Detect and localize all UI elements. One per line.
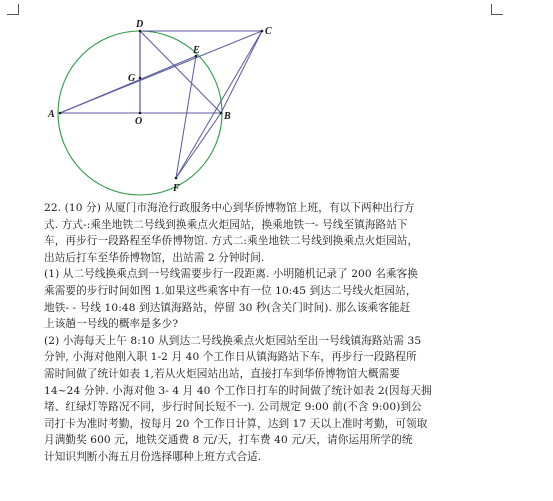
- label-f: F: [173, 183, 180, 194]
- label-b: B: [224, 111, 231, 122]
- label-e: E: [193, 45, 200, 56]
- point-b: [220, 112, 223, 115]
- label-c: C: [265, 26, 272, 37]
- point-o: [139, 112, 142, 115]
- question-line: 分钟, 小海对他刚入职 1-2 月 40 个工作日从镇海路站下车，再步行一段路程所: [44, 351, 417, 364]
- label-d: D: [136, 19, 144, 30]
- segment-cb: [221, 31, 262, 113]
- question-line: 出站后打车至华侨博物馆，出站需 2 分钟时间.: [44, 251, 265, 264]
- question-line: 乘需要的步行时间如图 1.如果这些乘客中有一位 10:45 到达二号线火炬园站，: [44, 284, 417, 297]
- geometry-figure: [0, 0, 553, 200]
- question-line: 堵、红绿灯等路况不同，步行时间长短不一). 公司规定 9:00 前(不含 9:00)到公: [44, 401, 422, 414]
- segment-cf: [176, 31, 262, 178]
- point-a: [59, 112, 62, 115]
- question-line: 计知识判断小海五月份选择哪种上班方式合适.: [44, 450, 262, 463]
- segment-ef: [176, 56, 196, 178]
- segment-bf: [176, 113, 221, 178]
- question-line: 式. 方式-:乘坐地铁二号线到换乘点火炬园站，换乘地铁一- 号线至镇海路站下: [44, 218, 408, 231]
- point-c: [261, 30, 264, 33]
- question-line: 22. (10 分) 从厦门市海沧行政服务中心到华侨博物馆上班，有以下两种出行方: [44, 202, 415, 214]
- question-line: 地铁- - 号线 10:48 到达镇海路站，停留 30 秒(含关门时间). 那么该乘客能赶: [44, 301, 411, 314]
- segment-ac: [60, 31, 262, 113]
- question-line: 需时间做了统计如表 1,若从火炬园站出站，直接打车到华侨博物馆大概需要: [44, 367, 400, 380]
- question-line: (2) 小海每天上午 8:10 从到达二号线换乘点火炬园站至出一号线镇海路站需 35: [44, 334, 422, 347]
- question-line: 车，再步行一段路程至华侨博物馆. 方式二:乘坐地铁二号线到换乘点火炬园站，: [44, 235, 419, 248]
- question-line: 司打卡为准时考勤，按每月 20 个工作日计算，达到 17 天以上准时考勤，可领取: [44, 417, 428, 430]
- question-line: 14~24 分钟. 小海对他 3- 4 月 40 个工作日打车的时间做了统计如表 2(因每天拥: [44, 384, 432, 397]
- point-g: [139, 77, 142, 80]
- point-f: [175, 177, 178, 180]
- question-line: (1) 从二号线换乘点到一号线需要步行一段距离. 小明随机记录了 200 名乘客换: [44, 268, 418, 281]
- question-line: 上该趟一号线的概率是多少?: [44, 318, 179, 331]
- label-g: G: [128, 73, 136, 84]
- question-line: 月满勤奖 600 元，地铁交通费 8 元/天，打车费 40 元/天，请你运用所学的统: [44, 434, 413, 447]
- segment-db: [140, 31, 221, 113]
- point-d: [139, 30, 142, 33]
- label-o: O: [135, 116, 143, 127]
- label-a: A: [48, 109, 55, 120]
- question-22: [44, 200, 552, 466]
